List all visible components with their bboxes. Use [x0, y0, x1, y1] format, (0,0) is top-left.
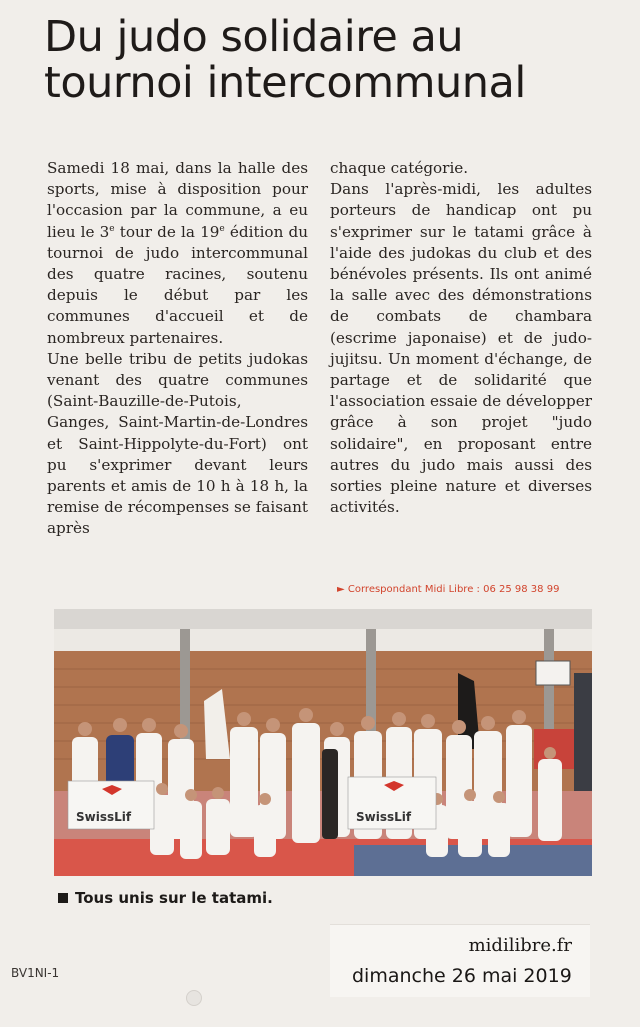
page-code: BV1NI-1	[11, 966, 60, 980]
paragraph-intro	[47, 158, 308, 349]
sponsor-banner-left-text: SwissLif	[76, 810, 132, 824]
sponsor-banner-right-text: SwissLif	[356, 810, 412, 824]
publication-date: dimanche 26 mai 2019	[352, 965, 572, 987]
article-column-left	[47, 158, 308, 540]
superscript: e	[109, 223, 115, 234]
paragraph-afternoon: Dans l'après-midi, les adultes porteurs de handicap ont pu s'exprimer sur le tatami grâce à l'aide des judokas du club et des bénévoles présents. Ils ont animé la salle avec des démonstrations de combats de chambara (escrime japonaise) et de judo-jujitsu. Un moment d'échange, de partage et de solidarité que l'association essaie de développer grâce à son projet "judo solidaire", en proposant entre autres du judo mais aussi des sorties pleine nature et diverses activités.	[330, 180, 592, 517]
paragraph-category: chaque catégorie.	[330, 159, 469, 177]
text-segment: Samedi 18 mai, dans la halle des sports, mise à disposition pour l'occasion par la commune, a eu lieu le 3	[47, 159, 308, 241]
caption-square-icon	[58, 893, 68, 903]
credit-label: Correspondant Midi Libre :	[347, 584, 480, 595]
article-column-right	[330, 158, 592, 518]
group-photo	[54, 609, 592, 876]
correspondent-credit	[337, 584, 559, 595]
source-stamp	[330, 924, 590, 997]
superscript: e	[219, 223, 225, 234]
text-segment: édition du tournoi de judo intercommunal des quatre racines, soutenu depuis le début par les communes d'accueil et de nombreux partenaires.	[47, 222, 308, 347]
article-headline: Du judo solidaire au tournoi intercommunal	[44, 12, 526, 108]
credit-phone: 06 25 98 38 99	[483, 584, 560, 595]
photo-caption	[58, 889, 273, 907]
paragraph-tribe: Une belle tribu de petits judokas venant des quatre communes (Saint-Bauzille-de-Putois, Ganges, Saint-Martin-de-Londres et Saint-Hippolyte-du-Fort) ont pu s'exprimer devant leurs parents et amis de 10 h à 18 h, la remise de récompenses se faisant après	[47, 349, 308, 538]
pin-hole-icon	[186, 990, 202, 1006]
caption-text: Tous unis sur le tatami.	[75, 889, 273, 907]
credit-marker: ►	[337, 584, 345, 595]
photo-illustration	[54, 609, 592, 876]
text-segment: tour de la 19	[114, 222, 220, 241]
source-name: midilibre.fr	[468, 935, 572, 956]
